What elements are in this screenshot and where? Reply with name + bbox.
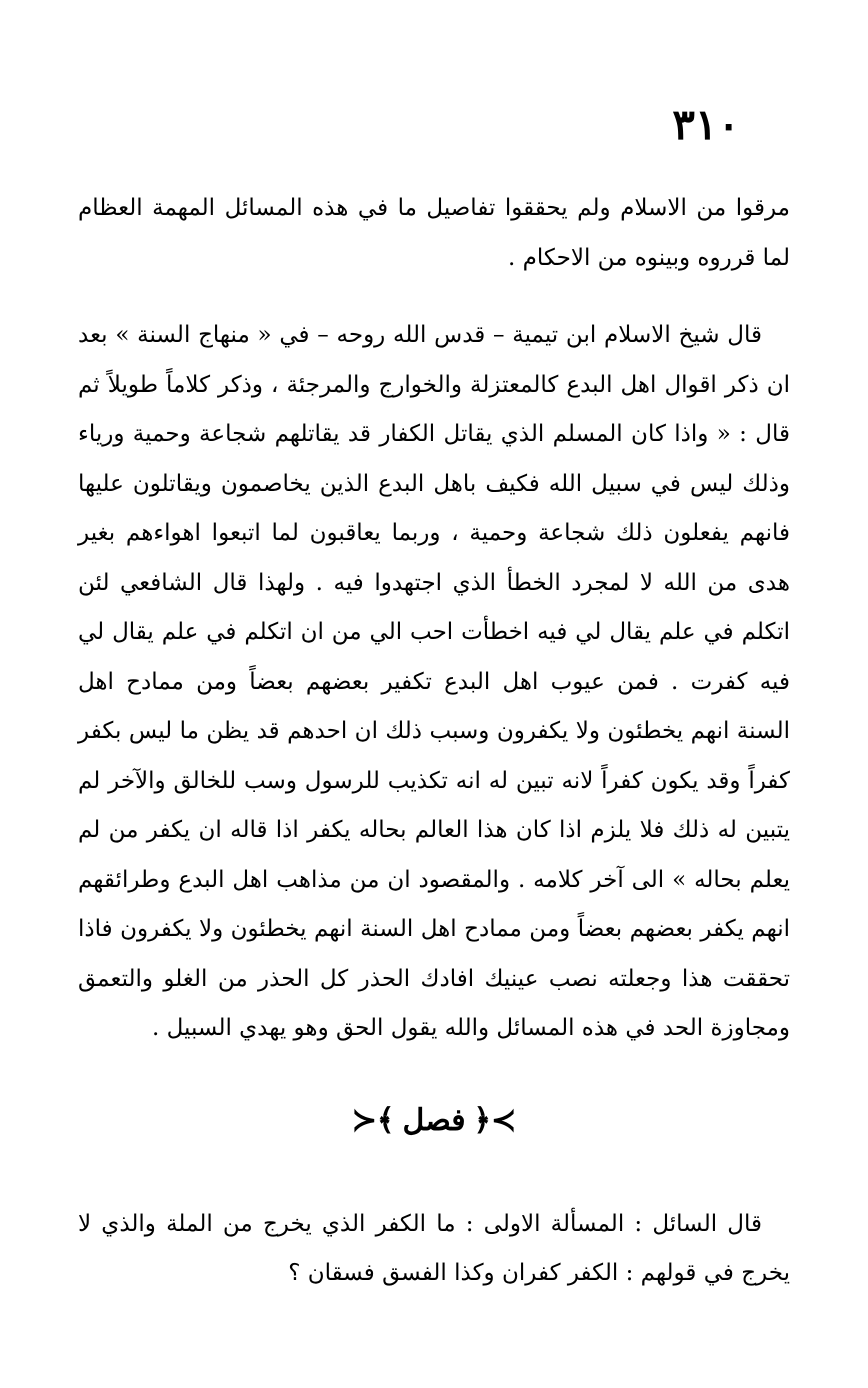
section-heading-ornament: [352, 1103, 517, 1138]
page-number: ٣١٠: [672, 100, 740, 149]
section-heading: فصل: [402, 1103, 466, 1138]
section-divider: [78, 1088, 790, 1154]
paragraph-continuation: مرقوا من الاسلام ولم يحققوا تفاصيل ما في هذه المسائل المهمة العظام لما قرروه وبينوه من الاحكام .: [78, 195, 790, 271]
paragraph-quote-ibn-taymiyyah: قال شيخ الاسلام ابن تيمية – قدس الله روحه – في « منهاج السنة » بعد ان ذكر اقوال اهل البدع كالمعتزلة والخوارج والمرجئة ، وذكر كلاماً طويلاً ثم قال : « واذا كان المسلم الذي يقاتل الكفار قد يقاتلهم شجاعة وحمية ورياء وذلك ليس في سبيل الله فكيف باهل البدع الذين يخاصمون ويقاتلون عليها فانهم يفعلون ذلك شجاعة وحمية ، وربما يعاقبون لما اتبعوا اهواءهم بغير هدى من الله لا لمجرد الخطأ الذي اجتهدوا فيه . ولهذا قال الشافعي لئن اتكلم في علم يقال لي فيه اخطأت احب الي من ان اتكلم في علم يقال لي فيه كفرت . فمن عيوب اهل البدع تكفير بعضهم بعضاً ومن ممادح اهل السنة انهم يخطئون ولا يكفرون وسبب ذلك ان احدهم قد يظن ما ليس بكفر كفراً وقد يكون كفراً لانه تبين له انه تكذيب للرسول وسب للخالق والآخر لم يتبين له ذلك فلا يلزم اذا كان هذا العالم بحاله يكفر اذا قاله ان يكفر من لم يعلم بحاله » الى آخر كلامه . والمقصود ان من مذاهب اهل البدع وطرائقهم انهم يكفر بعضهم بعضاً ومن ممادح اهل السنة انهم يخطئون ولا يكفرون فاذا تحققت هذا وجعلته نصب عينيك افادك الحذر كل الحذر من الغلو والتعمق ومجاوزة الحد في هذه المسائل والله يقول الحق وهو يهدي السبيل .: [78, 322, 790, 1041]
paragraph-question: قال السائل : المسألة الاولى : ما الكفر الذي يخرج من الملة والذي لا يخرج في قولهم : الكفر كفران وكذا الفسق فسقان ؟: [78, 1210, 790, 1286]
ornament-right-icon: ≻﴿: [473, 1102, 517, 1138]
ornament-left-icon: ﴾≺: [351, 1102, 395, 1138]
